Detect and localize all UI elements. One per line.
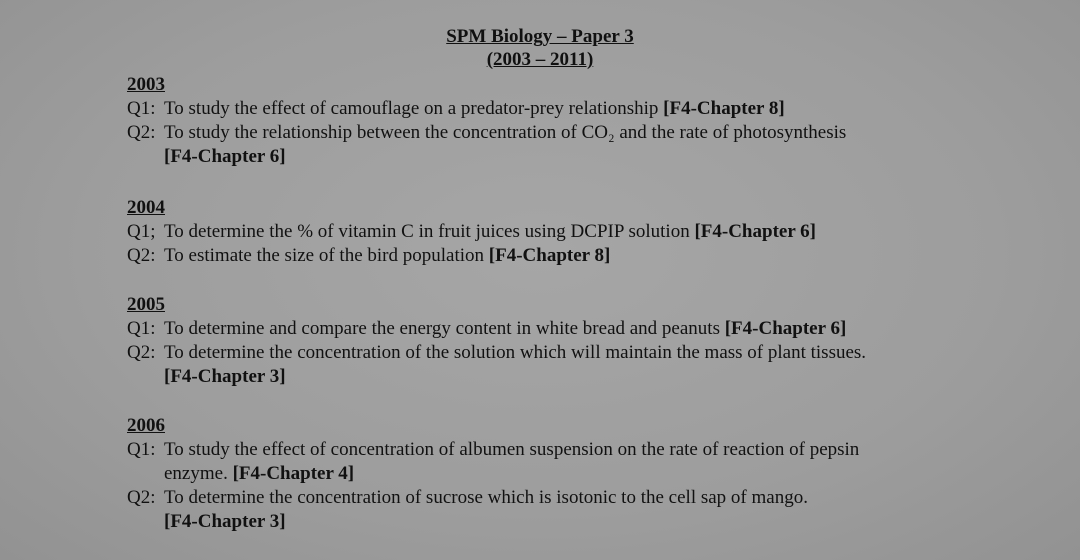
question-number: Q1: [127,318,156,339]
question-text: To study the effect of camouflage on a predator-prey relationship [164,98,659,119]
question-text: To study the relationship between the concentration of CO₂ and the rate of photosynthesis [164,122,847,143]
chapter-reference: [F4-Chapter 6] [164,146,286,167]
question-item [127,220,1047,244]
chapter-reference: [F4-Chapter 8] [663,98,785,119]
section-year: 2004 [127,197,165,218]
question-number: Q1: [127,98,156,119]
question-number: Q1; [127,221,156,242]
chapter-reference: [F4-Chapter 3] [164,366,286,387]
question-number: Q2: [127,122,156,143]
section-year: 2005 [127,294,165,315]
page-title: SPM Biology – Paper 3 [446,26,634,47]
section-2006 [127,414,1047,534]
question-item [127,486,1047,510]
question-text: To determine the % of vitamin C in fruit juices using DCPIP solution [164,221,690,242]
question-text: To study the effect of concentration of albumen suspension on the rate of reaction of pepsin [164,439,860,460]
question-text: To determine the concentration of the solution which will maintain the mass of plant tissues. [164,342,867,363]
question-number: Q2: [127,245,156,266]
section-year: 2003 [127,74,165,95]
page-subtitle: (2003 – 2011) [486,49,594,70]
section-2005 [127,293,1047,389]
chapter-reference: [F4-Chapter 4] [232,463,355,484]
chapter-reference: [F4-Chapter 3] [164,511,286,532]
chapter-reference: [F4-Chapter 6] [724,318,847,339]
section-2004 [127,196,1047,268]
question-item [127,341,1047,365]
question-text-continued: enzyme. [164,463,228,484]
question-number: Q1: [127,439,156,460]
chapter-reference: [F4-Chapter 6] [694,221,816,242]
section-2003 [127,73,1047,169]
chapter-reference: [F4-Chapter 8] [488,245,611,266]
question-item [127,438,1047,462]
question-item [127,317,1047,341]
question-text: To estimate the size of the bird population [164,245,485,266]
section-year: 2006 [127,415,165,436]
question-number: Q2: [127,342,156,363]
question-number: Q2: [127,487,156,508]
question-text: To determine and compare the energy content in white bread and peanuts [164,318,720,339]
question-item [127,244,1047,268]
question-text: To determine the concentration of sucrose which is isotonic to the cell sap of mango. [164,487,808,508]
question-item [127,121,1047,145]
question-item [127,97,1047,121]
